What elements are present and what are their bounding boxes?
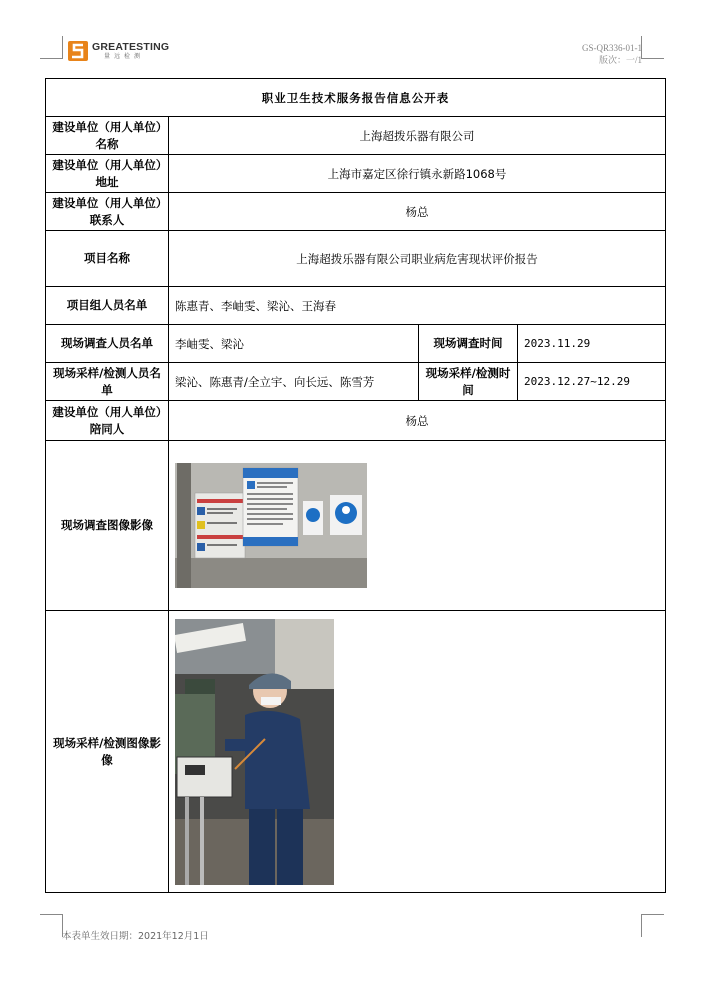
doc-code-number: GS-QR336-01-1 bbox=[582, 43, 642, 53]
label-survey-images: 现场调查图像影像 bbox=[46, 441, 169, 611]
row-sampling bbox=[46, 363, 666, 401]
effective-date: 本表单生效日期：2021年12月1日 bbox=[62, 931, 209, 942]
crop-mark-bottom-left bbox=[40, 914, 63, 937]
label-team: 项目组人员名单 bbox=[46, 287, 169, 325]
label-unit-name: 建设单位（用人单位）名称 bbox=[46, 117, 169, 155]
label-project-name: 项目名称 bbox=[46, 231, 169, 287]
row-accompany bbox=[46, 401, 666, 441]
company-name: GREATESTING bbox=[92, 40, 170, 53]
sampling-images-cell bbox=[169, 611, 666, 893]
value-accompany: 杨总 bbox=[169, 401, 666, 441]
row-team bbox=[46, 287, 666, 325]
label-accompany: 建设单位（用人单位）陪同人 bbox=[46, 401, 169, 441]
value-unit-name: 上海超拨乐器有限公司 bbox=[169, 117, 666, 155]
crop-mark-bottom-right bbox=[641, 914, 664, 937]
survey-images-cell bbox=[169, 441, 666, 611]
doc-version: 版次：一/1 bbox=[598, 55, 642, 65]
row-unit-contact bbox=[46, 193, 666, 231]
value-survey-time: 2023.11.29 bbox=[518, 325, 666, 363]
logo-icon bbox=[68, 41, 88, 61]
label-survey-staff: 现场调查人员名单 bbox=[46, 325, 169, 363]
document-code bbox=[582, 42, 642, 66]
label-unit-address: 建设单位（用人单位）地址 bbox=[46, 155, 169, 193]
value-unit-address: 上海市嘉定区徐行镇永新路1068号 bbox=[169, 155, 666, 193]
info-table bbox=[45, 78, 666, 893]
value-team: 陈惠青、李岫雯、梁沁、王海春 bbox=[169, 287, 666, 325]
row-project-name bbox=[46, 231, 666, 287]
value-sampling-staff: 梁沁、陈惠青/全立宇、向长远、陈雪芳 bbox=[169, 363, 419, 401]
row-survey bbox=[46, 325, 666, 363]
crop-mark-top-right bbox=[641, 36, 664, 59]
row-unit-address bbox=[46, 155, 666, 193]
row-sampling-images bbox=[46, 611, 666, 893]
row-unit-name bbox=[46, 117, 666, 155]
value-project-name: 上海超拨乐器有限公司职业病危害现状评价报告 bbox=[169, 231, 666, 287]
label-sampling-images: 现场采样/检测图像影像 bbox=[46, 611, 169, 893]
label-unit-contact: 建设单位（用人单位）联系人 bbox=[46, 193, 169, 231]
company-logo bbox=[68, 40, 169, 62]
value-unit-contact: 杨总 bbox=[169, 193, 666, 231]
label-sampling-time: 现场采样/检测时间 bbox=[419, 363, 518, 401]
table-title: 职业卫生技术服务报告信息公开表 bbox=[46, 79, 666, 117]
label-sampling-staff: 现场采样/检测人员名单 bbox=[46, 363, 169, 401]
company-sub: 量远检测 bbox=[104, 53, 145, 61]
sampling-photo bbox=[175, 619, 334, 885]
crop-mark-top-left bbox=[40, 36, 63, 59]
row-survey-images bbox=[46, 441, 666, 611]
value-sampling-time: 2023.12.27~12.29 bbox=[518, 363, 666, 401]
survey-photo bbox=[175, 463, 367, 588]
title-row bbox=[46, 79, 666, 117]
label-survey-time: 现场调查时间 bbox=[419, 325, 518, 363]
value-survey-staff: 李岫雯、梁沁 bbox=[169, 325, 419, 363]
